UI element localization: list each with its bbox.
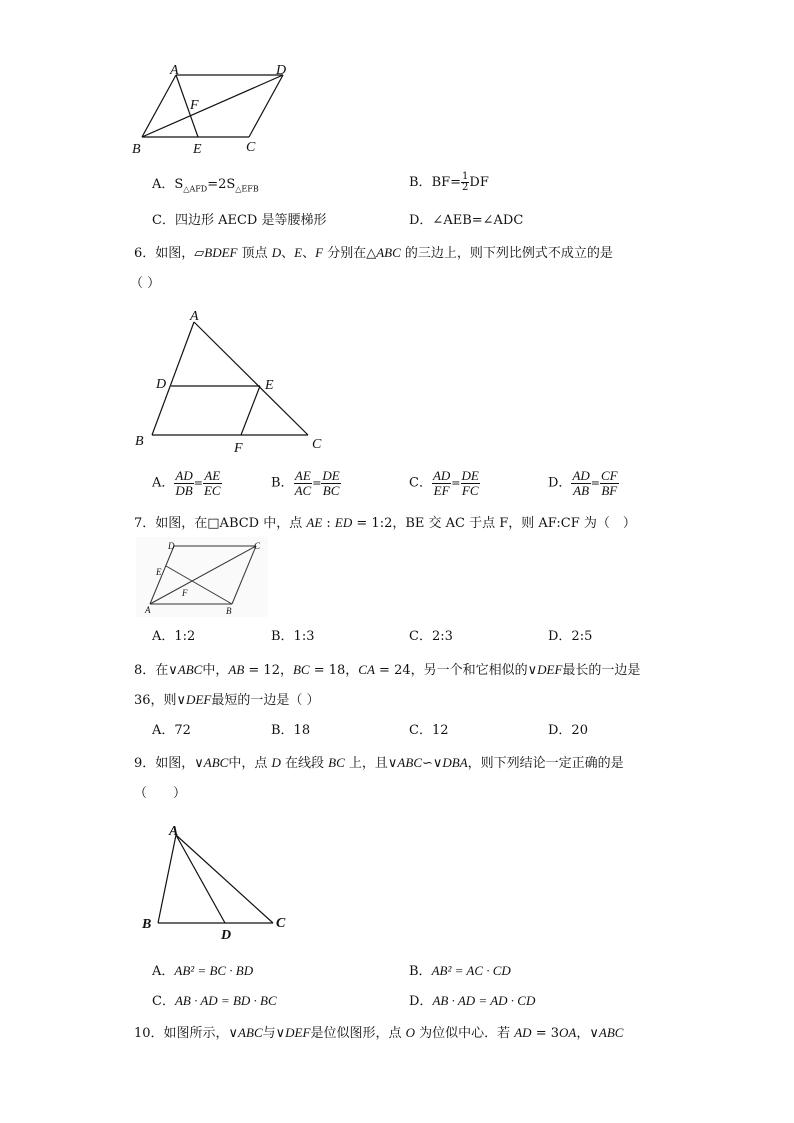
figure-q9-triangle	[138, 818, 296, 944]
fraction-half: $\frac{1}{2}$	[462, 171, 469, 193]
q6-option-d[interactable]: D． $\frac{AD}{AB}$ = $\frac{CF}{BF}$	[548, 468, 618, 498]
label-D: D	[221, 928, 232, 943]
q6-option-b[interactable]: B． $\frac{AE}{AC}$ = $\frac{DE}{BC}$	[271, 468, 340, 498]
label-F: F	[182, 588, 188, 598]
q8-option-b[interactable]: B．18	[271, 723, 311, 738]
q6-stem-line2: （ ）	[130, 276, 161, 291]
q7-option-a[interactable]: A．1:2	[152, 629, 196, 644]
q7-option-d[interactable]: D．2:5	[548, 629, 593, 644]
q7-option-b[interactable]: B．1:3	[271, 629, 315, 644]
label-C: C	[312, 437, 322, 452]
q9-option-d[interactable]: D．AB · AD = AD · CD	[409, 993, 536, 1009]
q9-stem-line1: 9．如图，∨ABC中，点 D 在线段 BC 上，且∨ABC∽∨DBA，则下列结论一定正确的是	[134, 755, 624, 771]
label-B: B	[226, 606, 232, 616]
label-D: D	[168, 541, 175, 551]
label-A: A	[145, 605, 151, 615]
label-A: A	[170, 64, 179, 78]
label-B: B	[135, 434, 144, 449]
label-B: B	[132, 142, 141, 157]
label-E: E	[156, 567, 162, 577]
q10-stem: 10．如图所示，∨ABC与∨DEF是位似图形，点 O 为位似中心．若 AD = 3OA，∨ABC	[134, 1025, 624, 1041]
q9-option-a[interactable]: A．AB² = BC · BD	[152, 963, 254, 979]
q8-stem-line2: 36，则∨DEF最短的一边是（ ）	[134, 692, 320, 708]
label-A: A	[169, 824, 179, 839]
q7-stem: 7．如图，在□ABCD 中，点 AE : ED = 1:2，BE 交 AC 于点 F，则 AF:CF 为（ ）	[134, 515, 636, 531]
label-D: D	[156, 377, 167, 392]
q8-option-c[interactable]: C．12	[409, 723, 449, 738]
q5-option-d[interactable]: D．∠AEB=∠ADC	[409, 213, 524, 228]
q6-option-a[interactable]: A． $\frac{AD}{DB}$ = $\frac{AE}{EC}$	[152, 468, 221, 498]
label-E: E	[193, 142, 202, 157]
label-B: B	[142, 917, 152, 932]
q8-option-d[interactable]: D．20	[548, 723, 588, 738]
q7-option-c[interactable]: C．2:3	[409, 629, 453, 644]
label-E: E	[265, 378, 274, 393]
q5-option-a[interactable]: A．$S_{\triangle AFD}=2S_{\triangle EFB}$	[152, 177, 259, 194]
q8-option-a[interactable]: A．72	[152, 723, 191, 738]
label-C: C	[246, 140, 256, 155]
q8-stem-line1: 8．在∨ABC中，AB = 12，BC = 18，CA = 24，另一个和它相似的∨DEF最长的一边是	[134, 662, 641, 678]
label-F: F	[234, 441, 243, 456]
q9-option-c[interactable]: C．AB · AD = BD · BC	[152, 993, 277, 1009]
q5-option-b[interactable]: B．BF= $\frac{1}{2}$ DF	[409, 171, 489, 193]
q6-stem-line1: 6．如图，▱BDEF 顶点 D、E、F 分别在△ABC 的三边上，则下列比例式不成立的是	[134, 245, 613, 261]
label-C: C	[276, 916, 286, 931]
figure-q5-parallelogram	[128, 64, 298, 158]
q9-stem-line2: （ ）	[134, 786, 187, 801]
q5-option-c[interactable]: C．四边形 AECD 是等腰梯形	[152, 213, 327, 228]
label-F: F	[190, 98, 199, 113]
figure-q7-parallelogram	[136, 537, 268, 617]
q6-option-c[interactable]: C． $\frac{AD}{EF}$ = $\frac{DE}{FC}$	[409, 468, 479, 498]
label-A: A	[190, 309, 199, 324]
q9-option-b[interactable]: B．AB² = AC · CD	[409, 963, 511, 979]
figure-q6-triangle	[128, 304, 338, 456]
label-D: D	[276, 64, 287, 78]
label-C: C	[254, 541, 261, 551]
